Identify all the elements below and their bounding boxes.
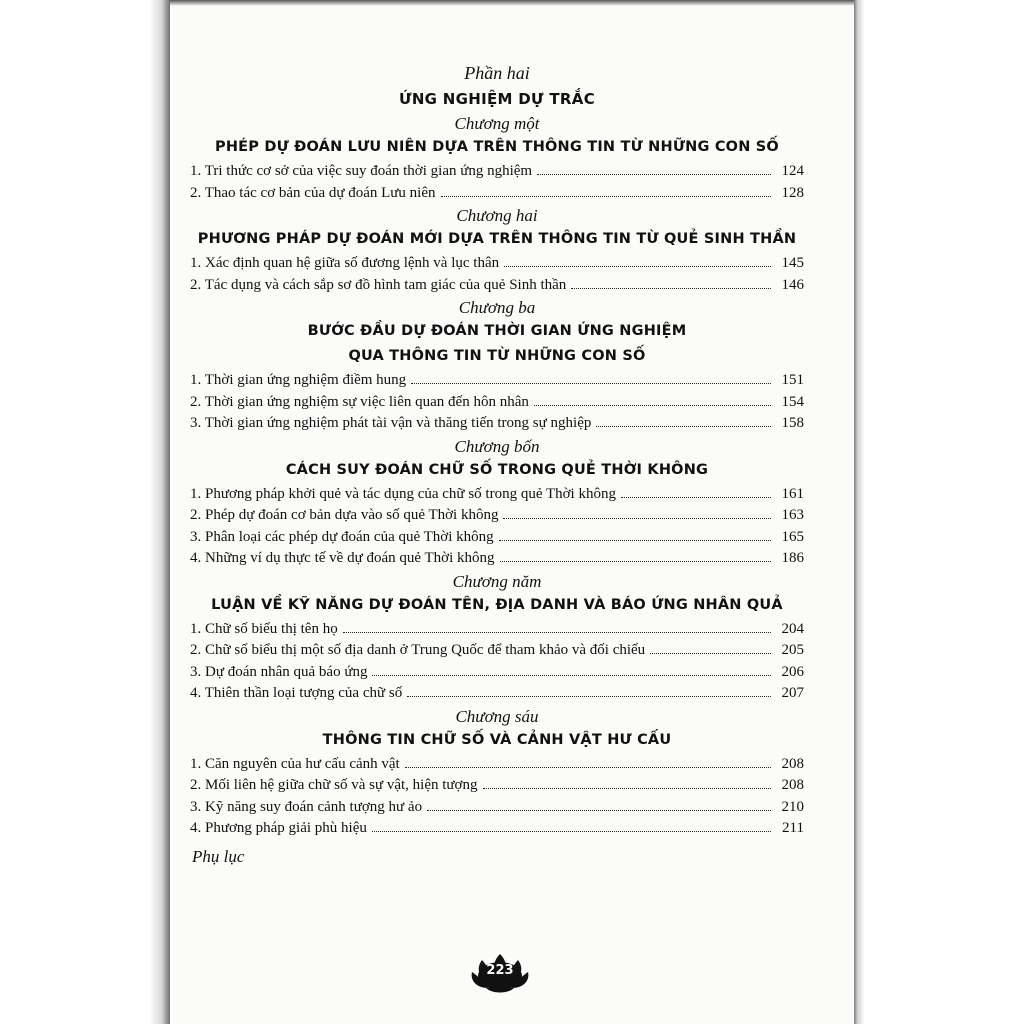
toc-entry-list — [190, 484, 804, 570]
toc-entry — [190, 161, 804, 183]
chapter-title: THÔNG TIN CHỮ SỐ VÀ CẢNH VẬT HƯ CẤU — [322, 731, 672, 748]
toc-entry-page: 210 — [781, 798, 804, 815]
toc-entry — [190, 484, 804, 506]
dot-leader — [503, 518, 771, 519]
toc-entry-page: 208 — [781, 755, 804, 772]
dot-leader — [343, 632, 771, 633]
chapter-block — [190, 298, 804, 435]
toc-entry — [190, 775, 804, 797]
toc-entry-title: 3. Kỹ năng suy đoán cảnh tượng hư ảo — [190, 798, 423, 815]
toc-entry-title: 3. Dự đoán nhân quả báo ứng — [190, 663, 368, 680]
toc-entry-page: 154 — [781, 393, 804, 410]
toc-entry-title: 2. Chữ số biểu thị một số địa danh ở Trung Quốc để tham khảo và đối chiếu — [190, 642, 646, 658]
toc-entry — [190, 548, 804, 570]
chapter-label: Chương năm — [452, 571, 542, 591]
toc-entry-page: 163 — [781, 507, 804, 523]
toc-entry-page: 145 — [781, 255, 804, 271]
toc-entry-list — [190, 754, 804, 840]
part-title: ỨNG NGHIỆM DỰ TRẮC — [398, 90, 596, 108]
toc-entry-page: 206 — [781, 663, 804, 680]
toc-entry-title: 2. Phép dự đoán cơ bản dựa vào số quẻ Thời không — [190, 507, 499, 523]
toc-entry-page: 207 — [781, 685, 804, 701]
dot-leader — [534, 405, 771, 406]
chapter-label: Chương hai — [456, 206, 538, 225]
toc-entry-list — [190, 161, 804, 204]
dot-leader — [596, 426, 771, 427]
dot-leader — [372, 675, 771, 676]
toc-entry — [190, 253, 804, 275]
toc-entry — [190, 683, 804, 705]
dot-leader — [427, 810, 771, 811]
page-number: 223 — [486, 963, 514, 978]
toc-entry-list — [190, 253, 804, 296]
toc-entry — [190, 413, 804, 435]
chapter-list — [190, 114, 804, 840]
toc-entry-list — [190, 619, 804, 705]
toc-entry-title: 4. Những ví dụ thực tế về dự đoán quẻ Thời không — [190, 550, 495, 566]
dot-leader — [483, 788, 772, 789]
chapter-block — [190, 437, 804, 570]
toc-entry-title: 1. Phương pháp khởi quẻ và tác dụng của chữ số trong quẻ Thời không — [190, 485, 616, 502]
toc-entry-title: 1. Chữ số biểu thị tên họ — [190, 620, 338, 637]
part-label: Phần hai — [464, 63, 530, 83]
toc-entry — [190, 370, 804, 392]
chapter-block — [190, 206, 804, 296]
toc-entry — [190, 275, 804, 297]
toc-entry-page: 208 — [781, 777, 804, 793]
toc-entry — [190, 527, 804, 549]
chapter-title: PHƯƠNG PHÁP DỰ ĐOÁN MỚI DỰA TRÊN THÔNG TIN TỪ QUẺ SINH THẦN — [197, 231, 797, 247]
toc-entry — [190, 818, 804, 840]
toc-entry — [190, 662, 804, 684]
toc-entry-title: 4. Phương pháp giải phù hiệu — [190, 820, 367, 836]
dot-leader — [405, 767, 771, 768]
toc-entry-page: 146 — [781, 276, 804, 293]
dot-leader — [441, 196, 771, 197]
table-of-contents — [190, 62, 804, 868]
chapter-title: LUẬN VỀ KỸ NĂNG DỰ ĐOÁN TÊN, ĐỊA DANH VÀ BÁO ỨNG NHÂN QUẢ — [211, 596, 783, 613]
toc-entry-title: 3. Thời gian ứng nghiệm phát tài vận và thăng tiến trong sự nghiệp — [190, 415, 592, 431]
appendix-label: Phụ lục — [192, 846, 245, 866]
toc-entry-title: 3. Phân loại các phép dự đoán của quẻ Thời không — [190, 528, 494, 545]
toc-entry-title: 1. Thời gian ứng nghiệm điềm hung — [190, 372, 407, 388]
dot-leader — [411, 383, 771, 384]
dot-leader — [621, 497, 771, 498]
dot-leader — [571, 288, 771, 289]
dot-leader — [650, 653, 771, 654]
toc-entry — [190, 797, 804, 819]
toc-entry-title: 2. Thời gian ứng nghiệm sự việc liên quan đến hôn nhân — [190, 393, 529, 410]
chapter-label: Chương một — [454, 114, 540, 133]
chapter-label: Chương ba — [458, 298, 536, 317]
chapter-title: QUA THÔNG TIN TỪ NHỮNG CON SỐ — [348, 348, 646, 364]
chapter-title: PHÉP DỰ ĐOÁN LƯU NIÊN DỰA TRÊN THÔNG TIN TỪ NHỮNG CON SỐ — [215, 139, 779, 155]
toc-entry-page: 165 — [781, 528, 804, 545]
dot-leader — [499, 540, 771, 541]
toc-entry — [190, 505, 804, 527]
toc-entry-page: 186 — [781, 550, 804, 566]
toc-entry — [190, 754, 804, 776]
toc-entry — [190, 392, 804, 414]
toc-entry-page: 161 — [781, 485, 804, 502]
chapter-label: Chương bốn — [454, 436, 540, 456]
toc-entry-title: 1. Xác định quan hệ giữa số đương lệnh và lục thân — [190, 255, 500, 271]
chapter-block — [190, 114, 804, 204]
toc-entry-title: 2. Thao tác cơ bản của dự đoán Lưu niên — [190, 184, 436, 201]
book-spine-left — [0, 0, 170, 1024]
toc-entry-page: 158 — [781, 415, 804, 431]
top-shadow — [170, 0, 854, 6]
dot-leader — [407, 696, 771, 697]
chapter-title: BƯỚC ĐẦU DỰ ĐOÁN THỜI GIAN ỨNG NGHIỆM — [307, 323, 687, 339]
toc-entry-page: 128 — [781, 184, 804, 201]
toc-entry-title: 2. Mối liên hệ giữa chữ số và sự vật, hiện tượng — [190, 777, 478, 793]
page-number-badge — [468, 950, 532, 996]
chapter-block — [190, 707, 804, 840]
dot-leader — [372, 831, 771, 832]
toc-entry-title: 2. Tác dụng và cách sắp sơ đồ hình tam giác của quẻ Sinh thần — [190, 276, 567, 293]
chapter-title: CÁCH SUY ĐOÁN CHỮ SỐ TRONG QUẺ THỜI KHÔNG — [285, 461, 709, 478]
chapter-label: Chương sáu — [455, 706, 539, 726]
toc-entry — [190, 183, 804, 205]
dot-leader — [500, 561, 771, 562]
toc-entry-page: 151 — [781, 372, 804, 388]
book-edge-right — [854, 0, 1024, 1024]
chapter-block — [190, 572, 804, 705]
toc-entry-page: 211 — [782, 820, 804, 836]
toc-entry-title: 4. Thiên thần loại tượng của chữ số — [190, 685, 403, 701]
toc-entry — [190, 640, 804, 662]
dot-leader — [537, 174, 771, 175]
dot-leader — [504, 266, 771, 267]
toc-entry-title: 1. Căn nguyên của hư cấu cảnh vật — [190, 755, 400, 772]
toc-entry-title: 1. Tri thức cơ sở của việc suy đoán thời gian ứng nghiệm — [190, 163, 533, 179]
toc-entry-page: 124 — [781, 163, 804, 179]
toc-entry-list — [190, 370, 804, 435]
book-page — [172, 4, 852, 1024]
toc-entry-page: 205 — [781, 642, 804, 658]
toc-entry-page: 204 — [781, 620, 804, 637]
toc-entry — [190, 619, 804, 641]
